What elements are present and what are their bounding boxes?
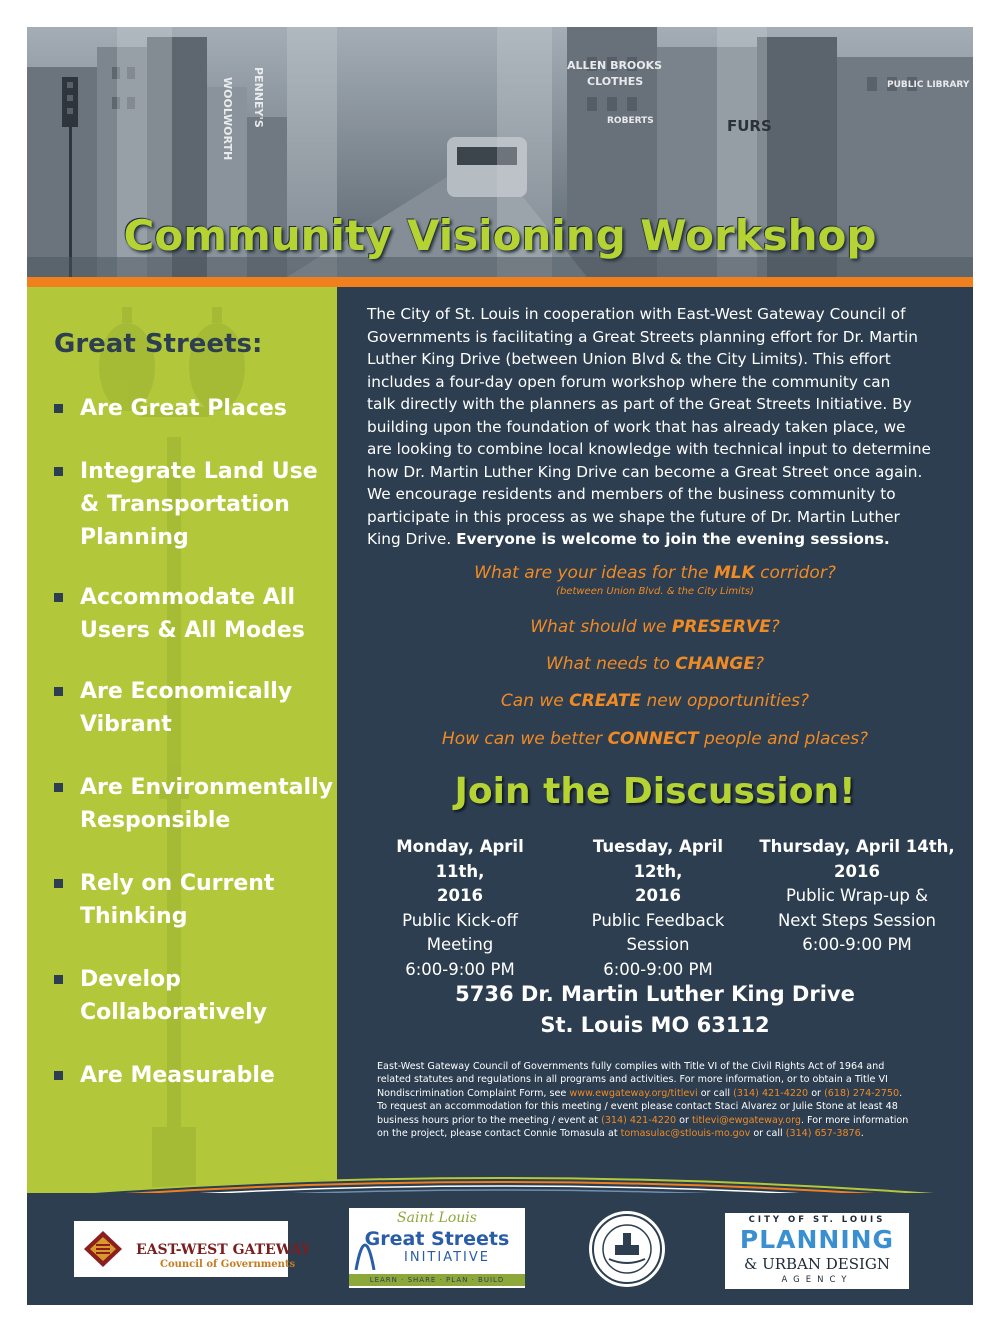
svg-text:WOOLWORTH: WOOLWORTH — [221, 77, 234, 161]
contact-email-link[interactable]: tomasulac@stlouis-mo.gov — [620, 1128, 751, 1140]
orange-divider — [27, 277, 973, 287]
venue-address: 5736 Dr. Martin Luther King Drive St. Louis MO 63112 — [455, 982, 855, 1037]
great-streets-title: Great Streets: — [54, 329, 263, 359]
session-monday: Monday, April 11th, 2016 Public Kick-off Meeting 6:00-9:00 PM — [396, 837, 524, 979]
city-seal-logo — [587, 1209, 667, 1289]
great-streets-panel: Great Streets: Are Great Places Integrate Land Use & Transportation Planning Accommodate All Users & All Modes Are Economically Vibrant Are Environmentally Responsible Rely on Current Thinking Develop Collaboratively Are Measurable — [27, 287, 337, 1207]
svg-text:FURS: FURS — [727, 117, 772, 135]
session-tuesday: Tuesday, April 12th, 2016 Public Feedback Session 6:00-9:00 PM — [591, 837, 725, 979]
session-thursday: Thursday, April 14th, 2016 Public Wrap-up & Next Steps Session 6:00-9:00 PM — [759, 837, 955, 954]
svg-text:PENNEY'S: PENNEY'S — [252, 67, 265, 128]
question-preserve: What should we PRESERVE? — [530, 617, 780, 637]
ewg-logo: EAST-WEST GATEWAY Council of Governments — [74, 1221, 288, 1277]
welcome-note: Everyone is welcome to join the evening sessions. — [456, 530, 890, 548]
great-streets-logo: Saint Louis Great Streets INITIATIVE LEARN · SHARE · PLAN · BUILD — [349, 1208, 525, 1288]
square-bullet-icon — [54, 879, 63, 888]
ewg-emblem-icon — [82, 1229, 124, 1269]
join-heading: Join the Discussion! — [454, 771, 856, 812]
square-bullet-icon — [54, 1071, 63, 1080]
square-bullet-icon — [54, 467, 63, 476]
page-title: Community Visioning Workshop — [123, 211, 877, 260]
question-change: What needs to CHANGE? — [546, 654, 764, 674]
svg-text:ROBERTS: ROBERTS — [607, 116, 654, 126]
question-create: Can we CREATE new opportunities? — [500, 691, 810, 711]
city-seal-icon — [587, 1209, 667, 1289]
question-connect: How can we better CONNECT people and places? — [441, 729, 869, 749]
titlevi-link[interactable]: www.ewgateway.org/titlevi — [569, 1087, 698, 1099]
square-bullet-icon — [54, 783, 63, 792]
square-bullet-icon — [54, 593, 63, 602]
titlevi-email-link[interactable]: titlevi@ewgateway.org — [692, 1114, 801, 1126]
svg-text:ALLEN BROOKS: ALLEN BROOKS — [567, 59, 663, 72]
square-bullet-icon — [54, 687, 63, 696]
square-bullet-icon — [54, 404, 63, 413]
svg-text:PUBLIC LIBRARY: PUBLIC LIBRARY — [887, 80, 970, 90]
title-vi-notice: East-West Gateway Council of Governments fully complies with Title VI of the Civil Rights Act of 1964 and related statutes and regulations in all programs and activities. For more information, or to obtain a Title VI Nondiscrimination Complaint Form, see www.ewgateway.org/titlevi or call (314) 421-4220 or (618) 274-2750. To request an accommodation for this meeting / event please contact Staci Alvarez or Julie Stone at least 48 business hours prior to the meeting / event at (314) 421-4220 or titlevi@ewgateway.org. For more information on the project, please contact Connie Tomasula at tomasulac@stlouis-mo.gov or call (314) 657-3876. — [377, 1061, 909, 1140]
footer-logos — [27, 1193, 973, 1305]
header-banner — [27, 27, 973, 277]
flyer — [27, 27, 973, 1305]
planning-agency-logo: CITY OF ST. LOUIS PLANNING & URBAN DESIGN AGENCY — [725, 1213, 909, 1289]
square-bullet-icon — [54, 975, 63, 984]
question-mlk: What are your ideas for the MLK corridor? — [474, 563, 836, 583]
svg-text:CLOTHES: CLOTHES — [587, 75, 644, 88]
question-subtext: (between Union Blvd. & the City Limits) — [556, 586, 754, 597]
intro-paragraph: The City of St. Louis in cooperation with East-West Gateway Council of Governments is facilitating a Great Streets planning effort for Dr. Martin Luther King Drive (between Union Blvd & the City Limits). This effort includes a four-day open forum workshop where the community can talk directly with the planners as part of the Great Streets Initiative. By building upon the foundation of work that has already taken place, we are looking to combine local knowledge with technical input to determine how Dr. Martin Luther King Drive can become a Great Street once again. We encourage residents and members of the business community to participate in this process as we shape the future of Dr. Martin Luther King Drive. Everyone is welcome to join the evening sessions. — [367, 305, 931, 548]
